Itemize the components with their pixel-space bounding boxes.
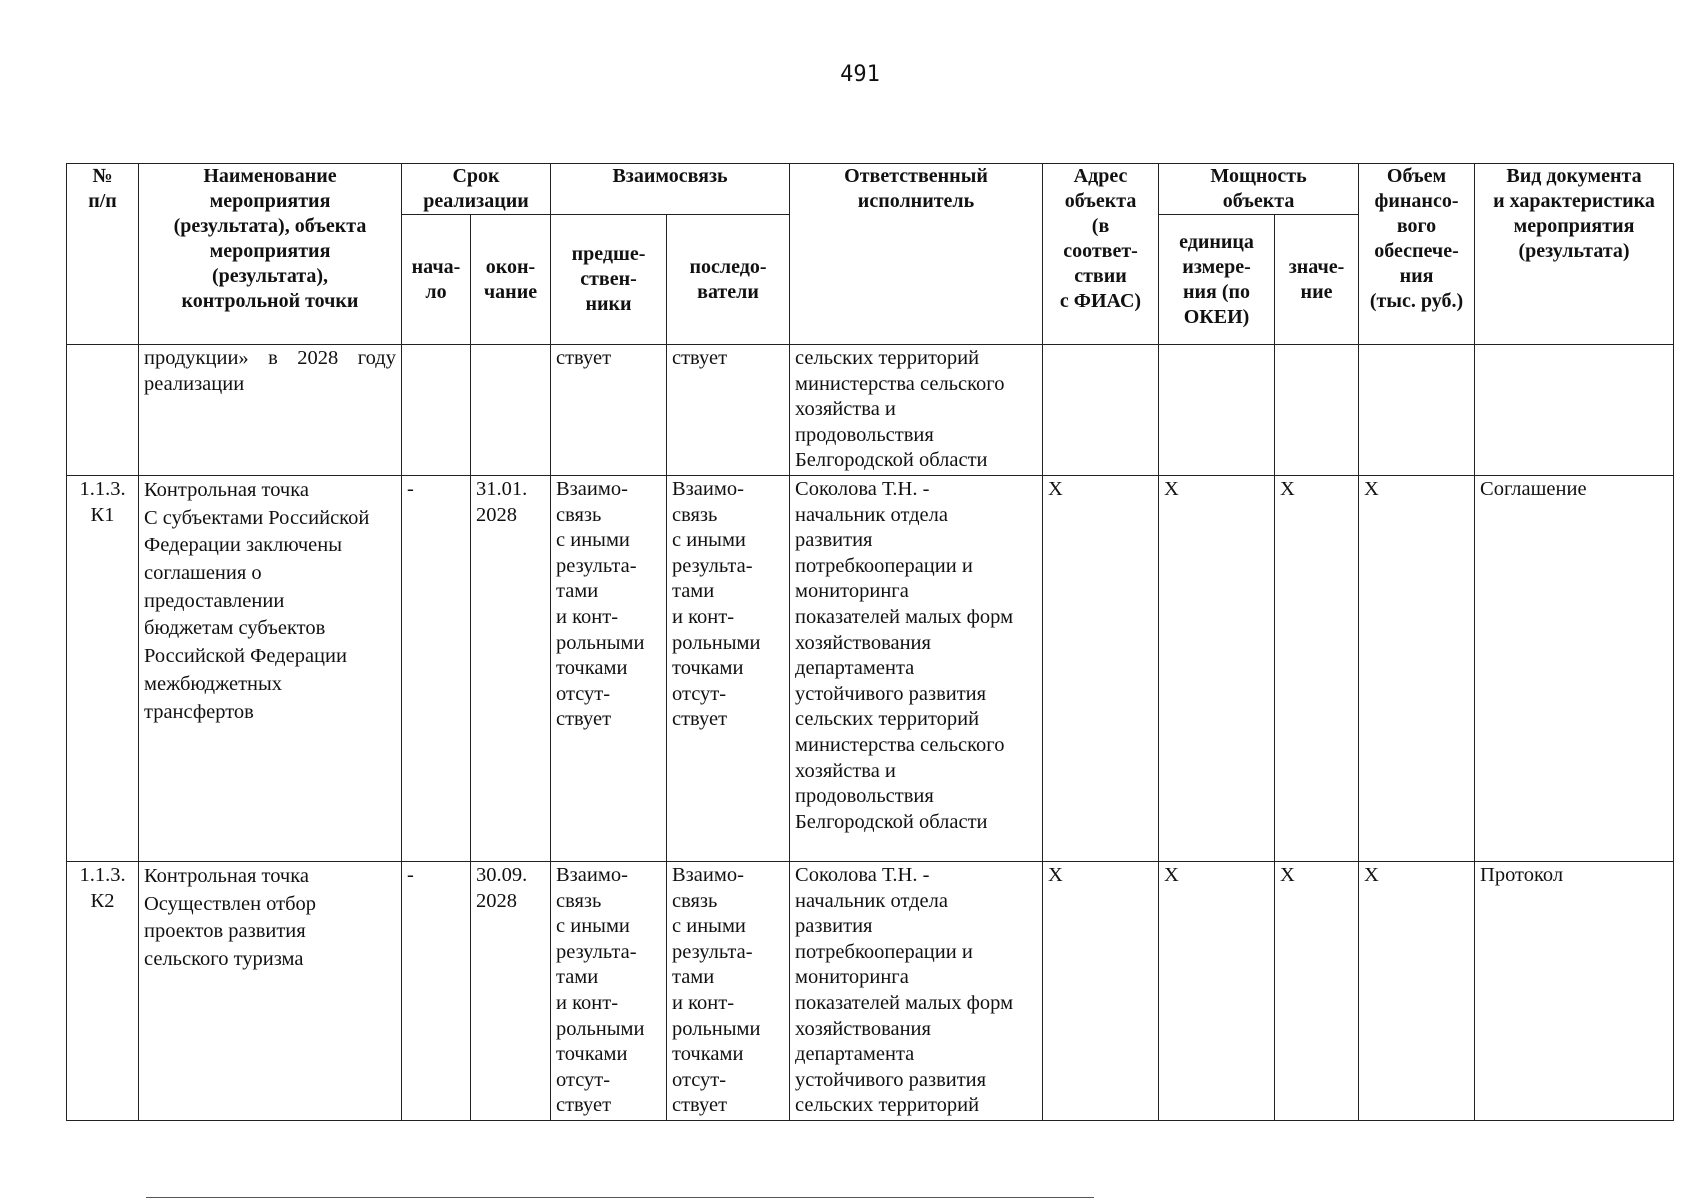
row-next: Взаимо- связь с иными результа- тами и конт- рольными точками отсут- ствует	[667, 861, 790, 1120]
row-responsible: сельских территорий министерства сельского хозяйства и продовольствия Белгородской области	[790, 345, 1043, 476]
row-name: продукции» в 2028 году реализации	[139, 345, 402, 476]
row-end: 30.09. 2028	[471, 861, 551, 1120]
row-end	[471, 345, 551, 476]
row-prev: Взаимо- связь с иными результа- тами и конт- рольными точками отсут- ствует	[551, 475, 667, 861]
row-doc	[1475, 345, 1674, 476]
row-next: Взаимо- связь с иными результа- тами и конт- рольными точками отсут- ствует	[667, 475, 790, 861]
header-funding: Объем финансо- вого обеспече- ния (тыс. руб.)	[1359, 164, 1475, 345]
header-term-start: нача- ло	[402, 215, 471, 345]
header-num: № п/п	[67, 164, 139, 345]
row-name: Контрольная точка Осуществлен отбор проектов развития сельского туризма	[139, 861, 402, 1120]
header-link: Взаимосвязь	[551, 164, 790, 215]
row-doc: Протокол	[1475, 861, 1674, 1120]
row-start: -	[402, 861, 471, 1120]
row-start: -	[402, 475, 471, 861]
header-term-end: окон- чание	[471, 215, 551, 345]
table-header	[67, 164, 1674, 345]
row-next: ствует	[667, 345, 790, 476]
row-unit	[1159, 345, 1275, 476]
row-doc: Соглашение	[1475, 475, 1674, 861]
row-start	[402, 345, 471, 476]
header-link-prev: предше- ствен- ники	[551, 215, 667, 345]
header-doc-type: Вид документа и характеристика мероприятия (результата)	[1475, 164, 1674, 345]
footer-rule	[146, 1197, 1094, 1198]
header-responsible: Ответственный исполнитель	[790, 164, 1043, 345]
row-name: Контрольная точка С субъектами Российской Федерации заключены соглашения о предоставлении бюджетам субъектов Российской Федерации межбюджетных трансфертов	[139, 475, 402, 861]
table-row	[67, 475, 1674, 861]
header-name: Наименование мероприятия (результата), объекта мероприятия (результата), контрольной точки	[139, 164, 402, 345]
row-value: X	[1275, 475, 1359, 861]
row-address: X	[1043, 475, 1159, 861]
row-unit: X	[1159, 475, 1275, 861]
table-row	[67, 861, 1674, 1120]
header-term: Срок реализации	[402, 164, 551, 215]
row-value: X	[1275, 861, 1359, 1120]
row-end: 31.01. 2028	[471, 475, 551, 861]
header-capacity-unit: единица измере- ния (по ОКЕИ)	[1159, 215, 1275, 345]
row-address	[1043, 345, 1159, 476]
row-funding: X	[1359, 475, 1475, 861]
row-responsible: Соколова Т.Н. - начальник отдела развития потребкооперации и мониторинга показателей малых форм хозяйствования департамента устойчивого развития сельских территорий	[790, 861, 1043, 1120]
page-number: 491	[840, 62, 880, 87]
row-prev: ствует	[551, 345, 667, 476]
row-funding	[1359, 345, 1475, 476]
row-num	[67, 345, 139, 476]
header-address: Адрес объекта (в соответ- ствии с ФИАС)	[1043, 164, 1159, 345]
activity-plan-table	[66, 163, 1674, 1121]
header-capacity-value: значе- ние	[1275, 215, 1359, 345]
row-num: 1.1.3. К1	[67, 475, 139, 861]
row-value	[1275, 345, 1359, 476]
row-responsible: Соколова Т.Н. - начальник отдела развития потребкооперации и мониторинга показателей малых форм хозяйствования департамента устойчивого развития сельских территорий министерства сельского хозяйства и продовольствия Белгородской области	[790, 475, 1043, 861]
row-address: X	[1043, 861, 1159, 1120]
row-num: 1.1.3. К2	[67, 861, 139, 1120]
table-row	[67, 345, 1674, 476]
header-capacity: Мощность объекта	[1159, 164, 1359, 215]
header-link-next: последо- ватели	[667, 215, 790, 345]
row-unit: X	[1159, 861, 1275, 1120]
row-funding: X	[1359, 861, 1475, 1120]
row-prev: Взаимо- связь с иными результа- тами и конт- рольными точками отсут- ствует	[551, 861, 667, 1120]
